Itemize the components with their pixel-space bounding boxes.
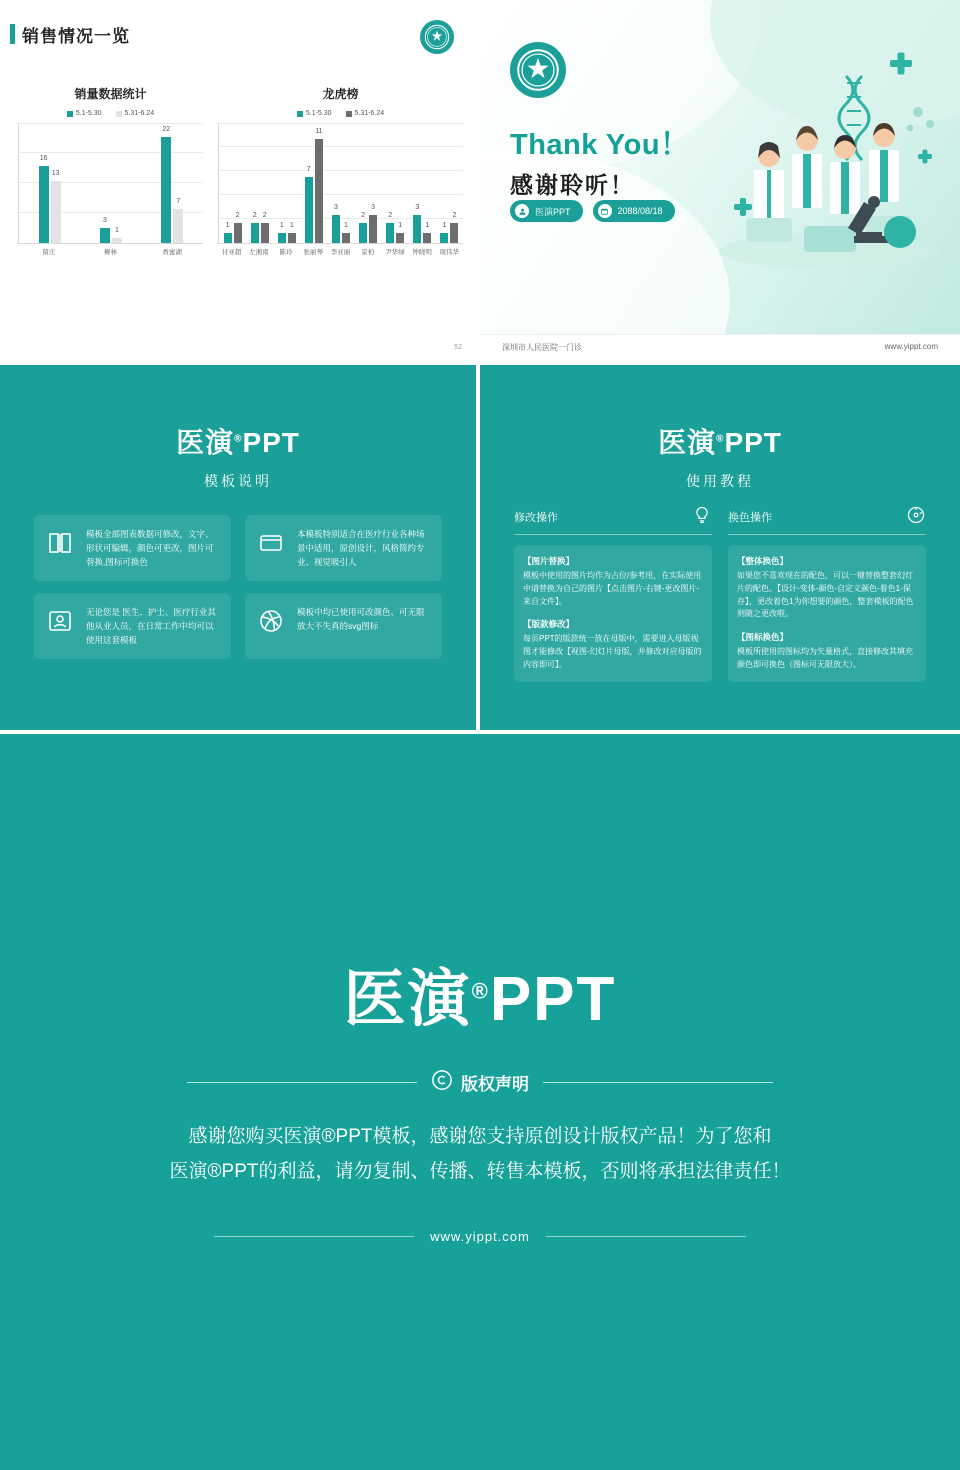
divider-left	[214, 1236, 414, 1237]
x-label: 张丽琴	[303, 249, 324, 256]
chart-a-title: 销量数据统计	[74, 87, 147, 101]
footer-left-text: 深圳市人民医院一门诊	[502, 343, 582, 352]
x-label: 尹华绿	[385, 249, 405, 256]
slide4-header	[480, 421, 960, 491]
column-header	[728, 505, 926, 535]
feature-cell	[245, 515, 442, 581]
brand-registered-mark: ®	[234, 433, 243, 445]
author-pill	[510, 200, 583, 222]
feature-text: 无论您是 医生、护士、医疗行业其他从业人员，在日常工作中均可以使用这套模板	[86, 607, 216, 646]
copyright-label-group	[431, 1069, 529, 1096]
bar-group	[224, 212, 242, 243]
brand-cn: 医演	[176, 427, 235, 458]
bar-group	[39, 155, 61, 243]
bar-value: 1	[398, 222, 403, 229]
bar-value: 22	[162, 126, 171, 133]
block-text: 模板所使用的图标均为矢量格式，直接修改其填充颜色即可换色（图标可无限放大）。	[737, 647, 913, 669]
block-heading: 【图片替换】	[523, 556, 575, 566]
bar-group	[100, 217, 122, 243]
copyright-statement	[120, 1119, 840, 1189]
feature-cell	[245, 593, 442, 659]
hospital-emblem-icon	[420, 20, 454, 54]
meta-pills	[510, 200, 675, 222]
legend-item: 5.1-5.30	[297, 110, 332, 117]
x-label: 左湘南	[249, 249, 269, 256]
block-heading: 【版款修改】	[523, 619, 575, 630]
dribbble-icon	[255, 605, 287, 637]
block-heading: 【图标换色】	[737, 632, 789, 643]
brand-ppt: PPT	[489, 965, 617, 1034]
slide4-subtitle: 使用教程	[686, 473, 754, 489]
x-label: 陈玲	[279, 249, 293, 256]
copyright-line-1: 感谢您购买医演®PPT模板，感谢您支持原创设计版权产品！为了您和	[188, 1126, 772, 1147]
bulb-icon	[692, 505, 712, 528]
bar-group	[440, 212, 458, 243]
author-text: 医演PPT	[535, 206, 571, 217]
book-icon	[44, 527, 76, 559]
feature-text: 模板全部图表数据可修改，文字、形状可编辑，颜色可更改，图片可替换,图标可换色	[86, 529, 214, 568]
legend-item: 5.31-6.24	[116, 110, 155, 117]
block-heading: 【整体换色】	[737, 556, 789, 566]
website-footer	[0, 1229, 960, 1244]
bar-group	[359, 204, 377, 243]
slide3-subtitle: 模板说明	[204, 473, 272, 489]
bar-value: 2	[262, 212, 267, 219]
calendar-icon	[598, 204, 612, 218]
brand-registered-mark: ®	[716, 433, 725, 445]
column-title: 换色操作	[728, 511, 772, 524]
chart-b-title: 龙虎榜	[322, 87, 359, 101]
column-header	[514, 505, 712, 535]
bar-value: 2	[361, 212, 366, 219]
bar-group	[251, 212, 269, 243]
bar-value: 7	[306, 166, 311, 173]
x-label: 景柏	[361, 249, 375, 256]
tutorial-column-edit	[514, 505, 712, 682]
bar-value: 1	[225, 222, 230, 229]
divider-right	[546, 1236, 746, 1237]
brand-logo-large	[0, 949, 960, 1038]
divider-right	[543, 1082, 773, 1083]
slide-sales-overview[interactable]	[0, 0, 480, 361]
chart-b-plot	[218, 123, 463, 244]
column-title: 修改操作	[514, 511, 558, 524]
chart-leaderboard	[218, 85, 463, 256]
brand-logo	[480, 421, 960, 461]
tutorial-columns	[514, 505, 926, 682]
bar-value: 11	[315, 128, 323, 135]
footer-right-url: www.yippt.com	[884, 342, 938, 351]
slide-usage-tutorial[interactable]	[480, 365, 960, 730]
divider-left	[187, 1082, 417, 1083]
tutorial-column-color	[728, 505, 926, 682]
legend-item: 5.1-5.30	[67, 110, 102, 117]
block-text: 每页PPT的版款统一放在母版中，需要进入母版视图才能修改【视图-幻灯片母版，并修改对应母版的内容即可】。	[523, 634, 702, 669]
x-label: 留庄	[42, 249, 56, 256]
copyright-line-2: 医演®PPT的利益，请勿复制、传播、转售本模板，否则将承担法律责任！	[169, 1161, 791, 1183]
bar-group	[161, 126, 183, 243]
feature-grid	[34, 515, 442, 671]
x-label: 香蜜湖	[162, 249, 182, 256]
brand-registered-mark: ®	[471, 978, 490, 1004]
bar-group	[332, 204, 350, 243]
bar-group	[278, 222, 296, 243]
block-text: 模板中使用的图片均作为占位/参考用，在实际使用中请替换为自己的图片【点击图片-右键-更改图片-来自文件】。	[523, 571, 702, 606]
slide1-page-number: 52	[454, 344, 462, 351]
bar-value: 1	[425, 222, 430, 229]
bar-value: 2	[388, 212, 393, 219]
bar-value: 16	[39, 155, 48, 162]
bar-value: 1	[289, 222, 294, 229]
column-body	[514, 545, 712, 682]
x-label: 钟晓明	[412, 249, 432, 256]
date-pill	[593, 200, 675, 222]
hospital-emblem-icon	[510, 42, 566, 98]
x-label: 柳林	[104, 249, 117, 256]
copyright-label: 版权声明	[461, 1075, 529, 1094]
bar-value: 1	[442, 222, 447, 229]
brand-ppt: PPT	[724, 427, 782, 458]
bar-value: 7	[176, 198, 181, 205]
x-label: 李亚丽	[330, 249, 351, 256]
bar-value: 3	[415, 204, 420, 211]
chart-a-x-labels	[18, 247, 203, 256]
user-icon	[515, 204, 529, 218]
medical-team-illustration	[704, 36, 954, 286]
bar-value: 2	[452, 212, 457, 219]
x-label: 付亚超	[221, 249, 242, 256]
feature-text: 本模板特别适合在医疗行业各种场景中适用，原创设计，风格简约专业、视觉吸引人	[297, 529, 425, 568]
feature-cell	[34, 593, 231, 659]
bar-value: 1	[279, 222, 284, 229]
copyright-header	[0, 1069, 960, 1096]
bar-value: 13	[51, 170, 60, 177]
bar-value: 3	[371, 204, 376, 211]
date-text: 2088/08/18	[617, 206, 663, 216]
slide2-footer	[480, 334, 960, 361]
bar-value: 3	[103, 217, 107, 224]
website-url: www.yippt.com	[430, 1229, 530, 1244]
chart-b-x-labels	[218, 247, 463, 256]
feature-row	[34, 593, 442, 659]
x-label: 周伟华	[439, 249, 460, 256]
block-text: 如果您不喜欢现在的配色，可以一键替换整套幻灯片的配色。【设计-变体-颜色-自定义颜色-着色1-保存】，更改着色1为你想要的颜色，整套模板的配色则随之更改啦。	[737, 571, 914, 619]
slide-copyright[interactable]	[0, 734, 960, 1470]
slide-thank-you[interactable]	[480, 0, 960, 361]
bar-group	[305, 128, 323, 243]
brand-ppt: PPT	[242, 427, 300, 458]
feature-cell	[34, 515, 231, 581]
brand-cn: 医演	[658, 427, 717, 458]
feature-row	[34, 515, 442, 581]
thank-you-block	[510, 122, 690, 200]
bar-value: 2	[235, 212, 240, 219]
chart-a-plot	[18, 123, 203, 244]
monitor-icon	[255, 527, 287, 559]
brand-cn: 医演	[343, 965, 472, 1034]
thank-you-cn: 感谢聆听！	[510, 172, 635, 198]
people-icon	[44, 605, 76, 637]
feature-text: 模板中均已使用可改颜色、可无限放大不失真的svg图标	[297, 607, 425, 632]
slide1-title: 销售情况一览	[22, 27, 130, 46]
copyright-icon	[431, 1069, 453, 1096]
palette-icon	[906, 505, 926, 528]
bar-value: 2	[252, 212, 257, 219]
bar-group	[413, 204, 431, 243]
slide-template-description[interactable]	[0, 365, 476, 730]
bar-group	[386, 212, 404, 243]
chart-a-legend	[18, 110, 203, 117]
bar-value: 3	[334, 204, 338, 211]
brand-logo	[0, 421, 476, 461]
slide3-header	[0, 421, 476, 491]
chart-b-legend	[218, 110, 463, 117]
thank-you-en: Thank You！	[510, 129, 690, 161]
chart-sales-statistics	[18, 85, 203, 256]
column-body	[728, 545, 926, 682]
legend-item: 5.31-6.24	[346, 110, 385, 117]
title-accent-bar	[10, 24, 15, 44]
bar-value: 1	[344, 222, 348, 229]
bar-value: 1	[115, 227, 119, 234]
